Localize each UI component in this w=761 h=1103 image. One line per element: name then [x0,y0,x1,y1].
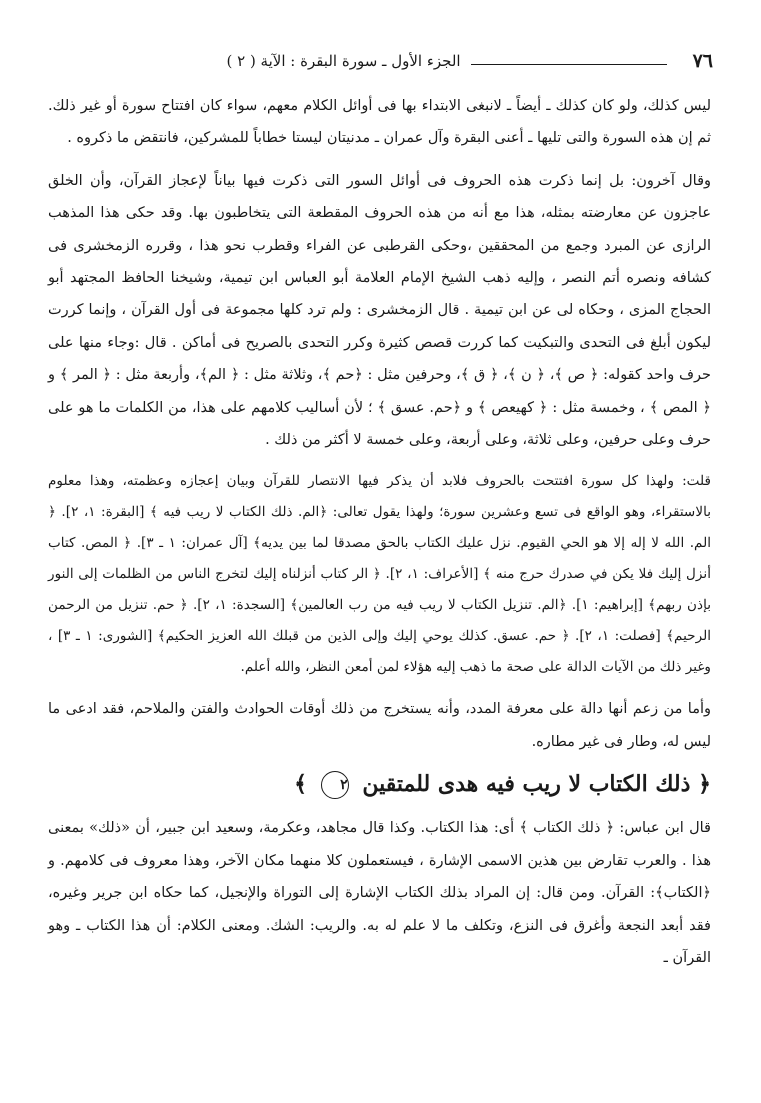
page-number: ٧٦ [692,50,713,72]
ayah-number-badge: ٢ [321,771,349,799]
header-rule [471,64,667,65]
verse-text: ذلك الكتاب لا ريب فيه هدى للمتقين [362,771,691,798]
paragraph-4: وأما من زعم أنها دالة على معرفة المدد، وأنه يستخرج من ذلك أوقات الحوادث والفتن والملاحم، فقد ادعى ما ليس له، وطار فى غير مطاره. [48,701,711,750]
page-body [48,90,711,974]
page-header [38,48,713,74]
verse-open-marker: ﴿ [698,771,711,798]
paragraph-1: ليس كذلك، ولو كان كذلك ـ أيضاً ـ لانبغى الابتداء بها فى أوائل الكلام معهم، سواء كان افتتاح سورة أو غير ذلك. ثم إن هذه السورة والتى تليها ـ أعنى البقرة وآل عمران ـ مدنيتان ليستا خطاباً للمشركين، فانتقض ما ذكروه . [48,98,711,147]
paragraph-3: قلت: ولهذا كل سورة افتتحت بالحروف فلابد أن يذكر فيها الانتصار للقرآن وبيان إعجازه وعظمته، وهذا معلوم بالاستقراء، وهو الواقع فى تسع وعشرين سورة؛ ولهذا يقول تعالى: ﴿الم. ذلك الكتاب لا ريب فيه ﴾ [البقرة: ١، ٢]. ﴿ الم. الله لا إله إلا هو الحي القيوم. نزل عليك الكتاب بالحق مصدقا لما بين يديه﴾ [آل عمران: ١ ـ ٣]. ﴿ المص. كتاب أنزل إليك فلا يكن في صدرك حرج منه ﴾ [الأعراف: ١، ٢]. ﴿ الر كتاب أنزلناه إليك لتخرج الناس من الظلمات إلى النور بإذن ربهم﴾ [إبراهيم: ١]. ﴿الم. تنزيل الكتاب لا ريب فيه من رب العالمين﴾ [السجدة: ١، ٢]. ﴿ حم. تنزيل من الرحمن الرحيم﴾ [فصلت: ١، ٢]. ﴿ حم. عسق. كذلك يوحي إليك وإلى الذين من قبلك الله العزيز الحكيم﴾ [الشورى: ١ ـ ٣] ، وغير ذلك من الآيات الدالة على صحة ما ذهب إليه هؤلاء لمن أمعن النظر، والله أعلم. [48,473,712,676]
verse-close-marker: ﴾ [294,771,307,798]
paragraph-2: وقال آخرون: بل إنما ذكرت هذه الحروف فى أوائل السور التى ذكرت فيها بياناً لإعجاز القرآن، وأن الخلق عاجزون عن معارضته بمثله، هذا مع أنه من هذه الحروف المقطعة التى يتخاطبون بها. وقد حكى هذا المذهب الرازى عن المبرد وجمع من المحققين ،وحكى القرطبى عن الفراء وقطرب نحو هذا ، وقرره الزمخشرى فى كشافه ونصره أتم النصر ، وإليه ذهب الشيخ الإمام العلامة أبو العباس ابن تيمية، وشيخنا الحافظ المجتهد أبو الحجاج المزى ، وحكاه لى عن ابن تيمية . قال الزمخشرى : ولم ترد كلها مجموعة فى أول القرآن ، وإنما كررت ليكون أبلغ فى التحدى والتبكيت كما كررت قصص كثيرة وكرر التحدى بالصريح فى أماكن . قال :وجاء منها على حرف واحد كقوله: ﴿ ص ﴾، ﴿ ن ﴾، ﴿ ق ﴾، وحرفين مثل : ﴿حم ﴾، وثلاثة مثل : ﴿ الم﴾، وأربعة مثل : ﴿ المر ﴾ و ﴿ المص ﴾ ، وخمسة مثل : ﴿ كهيعص ﴾ و ﴿حم. عسق ﴾ ؛ لأن أساليب كلامهم على هذا، من الكلمات ما هو على حرف وعلى حرفين، وعلى ثلاثة، وعلى أربعة، وعلى خمسة لا أكثر من ذلك . [48,172,711,449]
verse-heading [48,764,711,804]
commentary-paragraph: قال ابن عباس: ﴿ ذلك الكتاب ﴾ أى: هذا الكتاب. وكذا قال مجاهد، وعكرمة، وسعيد ابن جبير، أن «ذلك» بمعنى هذا . والعرب تقارض بين هذين الاسمى الإشارة ، فيستعملون كلا منهما مكان الآخر، وهذا معروف فى كلامهم. و ﴿الكتاب﴾: القرآن. ومن قال: إن المراد بذلك الكتاب الإشارة إلى التوراة والإنجيل، كما حكاه ابن جرير وغيره، فقد أبعد النجعة وأغرق فى النزع، وتكلف ما لا علم له به. والريب: الشك. ومعنى الكلام: أن هذا الكتاب ـ وهو القرآن ـ [48,820,711,966]
running-title: الجزء الأول ـ سورة البقرة : الآية ( ٢ ) [226,52,461,70]
